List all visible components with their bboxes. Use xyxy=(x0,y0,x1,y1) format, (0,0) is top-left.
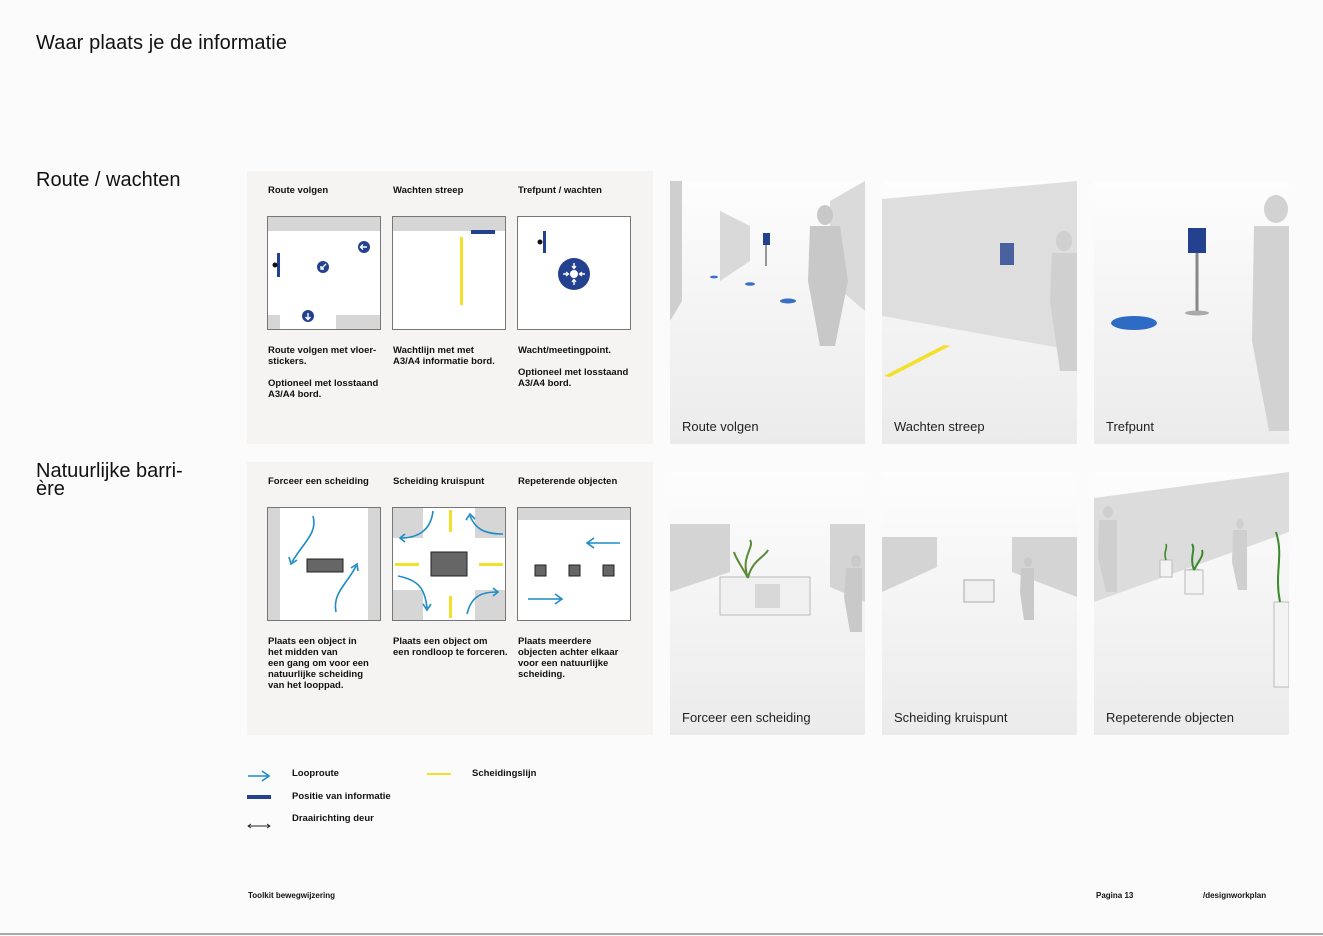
force-separation-diagram xyxy=(267,507,381,621)
arrow-sticker-icon xyxy=(317,261,329,273)
footer-page-number: Pagina 13 xyxy=(1096,891,1134,900)
info-position-legend-icon xyxy=(247,795,271,799)
column-description: Wacht/meetingpoint. Optioneel met losstaand A3/A4 bord. xyxy=(518,345,629,389)
crossing-separation-diagram xyxy=(392,507,506,621)
footer-brand: /designworkplan xyxy=(1203,891,1267,900)
legend-scheidingslijn: Scheidingslijn xyxy=(472,768,537,779)
column-heading: Forceer een scheiding xyxy=(268,476,369,487)
photo-trefpunt xyxy=(1094,181,1289,444)
column-description: Route volgen met vloer- stickers. Optioneel met losstaand A3/A4 bord. xyxy=(268,345,379,400)
photo-caption: Wachten streep xyxy=(894,419,985,434)
photo-caption: Scheiding kruispunt xyxy=(894,710,1008,725)
section-title-barrier: Natuurlijke barri- ère xyxy=(36,460,183,500)
photo-caption: Route volgen xyxy=(682,419,759,434)
route-diagram-panel xyxy=(247,171,653,444)
column-heading: Wachten streep xyxy=(393,185,464,196)
photo-caption: Trefpunt xyxy=(1106,419,1154,434)
route-follow-diagram xyxy=(267,216,381,330)
photo-wachten-streep xyxy=(882,181,1077,444)
column-heading: Route volgen xyxy=(268,185,329,196)
meeting-point-diagram xyxy=(517,216,631,330)
column-description: Wachtlijn met met A3/A4 informatie bord. xyxy=(393,345,495,367)
barrier-diagram-panel xyxy=(247,462,653,735)
section-title-route: Route / wachten xyxy=(36,169,181,191)
column-description: Plaats een object in het midden van een gang om voor een natuurlijke scheiding van het looppad. xyxy=(268,636,369,691)
photo-route-volgen xyxy=(670,181,865,444)
column-heading: Repeterende objecten xyxy=(518,476,618,487)
info-position-icon xyxy=(471,230,495,234)
column-heading: Scheiding kruispunt xyxy=(393,476,485,487)
waiting-line xyxy=(460,237,463,305)
looproute-legend-icon xyxy=(247,769,271,788)
legend-looproute: Looproute xyxy=(292,768,339,779)
info-position-icon xyxy=(543,231,546,253)
photo-scheiding-kruispunt xyxy=(882,472,1077,735)
page-title: Waar plaats je de informatie xyxy=(36,32,288,54)
photo-repeterende-objecten xyxy=(1094,472,1289,735)
footer-title: Toolkit bewegwijzering xyxy=(248,891,335,900)
waiting-line-diagram xyxy=(392,216,506,330)
column-heading: Trefpunt / wachten xyxy=(518,185,602,196)
repeating-objects-diagram xyxy=(517,507,631,621)
photo-caption: Forceer een scheiding xyxy=(682,710,811,725)
door-direction-legend-icon xyxy=(247,817,271,835)
legend-positie: Positie van informatie xyxy=(292,791,391,802)
photo-forceer-scheiding xyxy=(670,472,865,735)
bottom-rule xyxy=(0,933,1323,935)
separation-line-legend-icon xyxy=(427,773,451,775)
arrow-sticker-icon xyxy=(302,310,314,322)
meeting-point-icon xyxy=(558,258,590,290)
column-description: Plaats meerdere objecten achter elkaar voor een natuurlijke scheiding. xyxy=(518,636,619,680)
column-description: Plaats een object om een rondloop te forceren. xyxy=(393,636,508,658)
legend-draairichting: Draairichting deur xyxy=(292,813,374,824)
arrow-sticker-icon xyxy=(358,241,370,253)
photo-caption: Repeterende objecten xyxy=(1106,710,1234,725)
